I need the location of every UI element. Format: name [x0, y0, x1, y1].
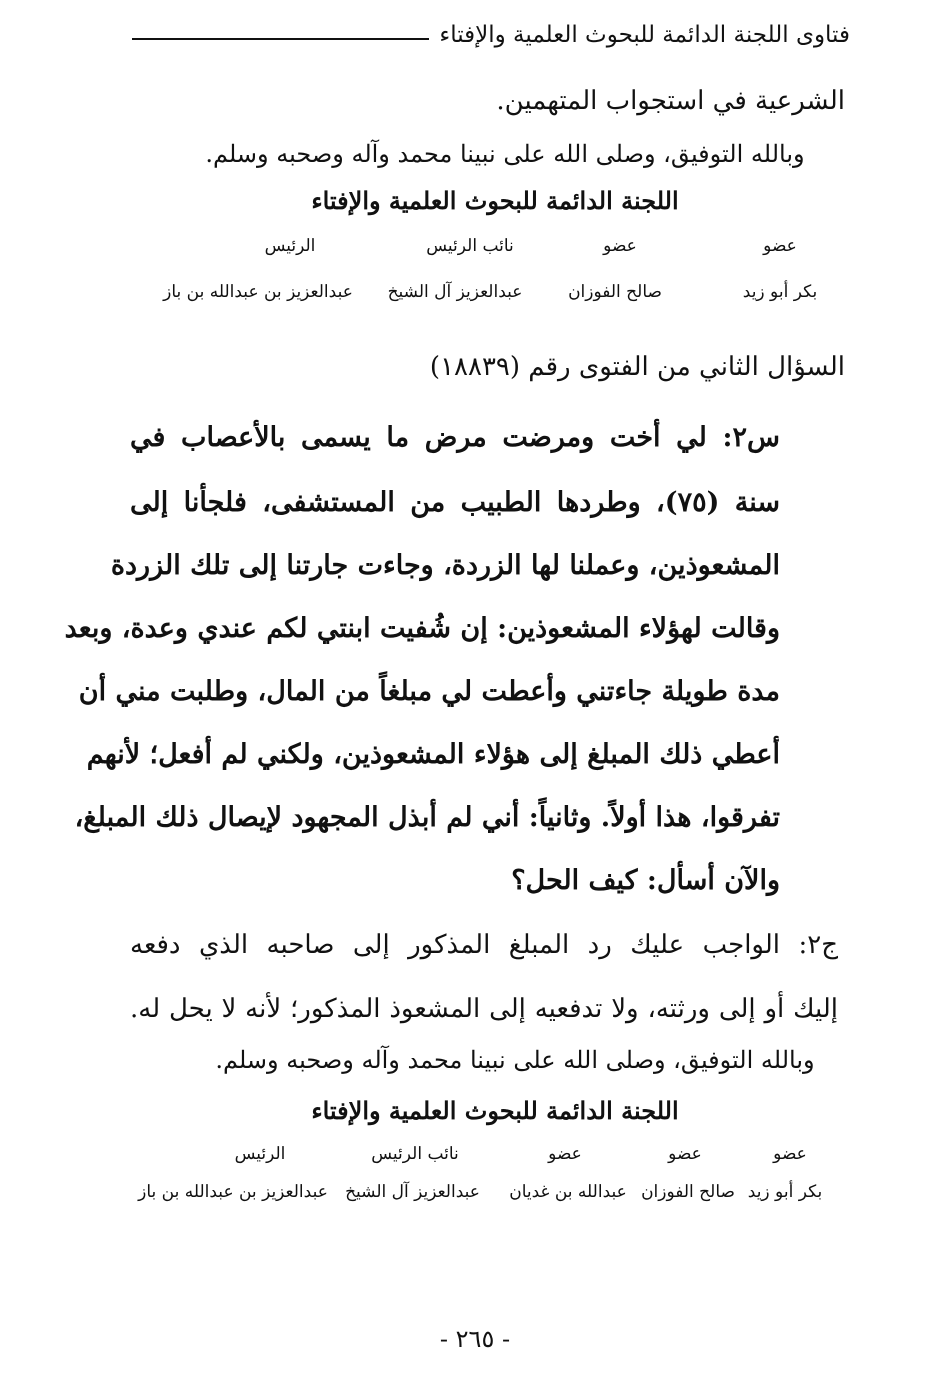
- committee-name-2: اللجنة الدائمة للبحوث العلمية والإفتاء: [311, 1096, 679, 1125]
- signatory-name: صالح الفوزان: [641, 1182, 735, 1202]
- running-header: [132, 22, 850, 48]
- signatory-role: عضو: [548, 1144, 582, 1164]
- signatory-role: نائب الرئيس: [371, 1144, 459, 1164]
- signatory-name: عبدالعزيز آل الشيخ: [345, 1182, 480, 1202]
- question-line: وقالت لهؤلاء المشعوذين: إن شُفيت ابنتي لكم عندي وعدة، وبعد: [64, 613, 780, 644]
- signatory-name: عبدالعزيز بن عبدالله بن باز: [163, 282, 353, 302]
- signatory-name: صالح الفوزان: [568, 282, 662, 302]
- signatory-role: عضو: [603, 236, 637, 256]
- continuation-line: الشرعية في استجواب المتهمين.: [496, 86, 845, 116]
- signatory-name: بكر أبو زيد: [742, 282, 818, 302]
- committee-name-1: اللجنة الدائمة للبحوث العلمية والإفتاء: [311, 186, 679, 215]
- fatwa-heading: السؤال الثاني من الفتوى رقم (١٨٨٣٩): [429, 352, 845, 382]
- question-line: أعطي ذلك المبلغ إلى هؤلاء المشعوذين، ولكني لم أفعل؛ لأنهم: [86, 739, 780, 770]
- question-line: سنة (٧٥)، وطردها الطبيب من المستشفى، فلجأنا إلى: [130, 487, 781, 518]
- signatory-role: عضو: [763, 236, 797, 256]
- signatory-name: عبدالله بن غديان: [509, 1182, 627, 1202]
- answer-line: ج٢: الواجب عليك رد المبلغ المذكور إلى صاحبه الذي دفعه: [130, 930, 838, 960]
- signatory-role: عضو: [668, 1144, 702, 1164]
- closing-line-2: وبالله التوفيق، وصلى الله على نبينا محمد وآله وصحبه وسلم.: [215, 1046, 815, 1074]
- signatory-name: بكر أبو زيد: [747, 1182, 823, 1202]
- signatory-role: الرئيس: [264, 236, 316, 256]
- header-rule: [132, 38, 429, 40]
- closing-line-1: وبالله التوفيق، وصلى الله على نبينا محمد وآله وصحبه وسلم.: [205, 140, 805, 168]
- question-line: والآن أسأل: كيف الحل؟: [511, 865, 780, 896]
- question-line: تفرقوا، هذا أولاً. وثانياً: أني لم أبذل المجهود لإيصال ذلك المبلغ،: [74, 802, 780, 833]
- signatory-role: نائب الرئيس: [426, 236, 514, 256]
- answer-line: إليك أو إلى ورثته، ولا تدفعيه إلى المشعوذ المذكور؛ لأنه لا يحل له.: [130, 994, 838, 1024]
- question-line: مدة طويلة جاءتني وأعطت لي مبلغاً من المال، وطلبت مني أن: [78, 676, 780, 707]
- page-number: - ٢٦٥ -: [439, 1325, 511, 1353]
- signatory-name: عبدالعزيز بن عبدالله بن باز: [138, 1182, 328, 1202]
- signatory-role: عضو: [773, 1144, 807, 1164]
- signatory-role: الرئيس: [234, 1144, 286, 1164]
- question-line: المشعوذين، وعملنا لها الزردة، وجاءت جارتنا إلى تلك الزردة: [110, 550, 780, 581]
- question-line: س٢: لي أخت ومرضت مرض ما يسمى بالأعصاب في: [130, 422, 780, 453]
- running-title: فتاوى اللجنة الدائمة للبحوث العلمية والإفتاء: [439, 22, 850, 48]
- signatory-name: عبدالعزيز آل الشيخ: [387, 282, 523, 302]
